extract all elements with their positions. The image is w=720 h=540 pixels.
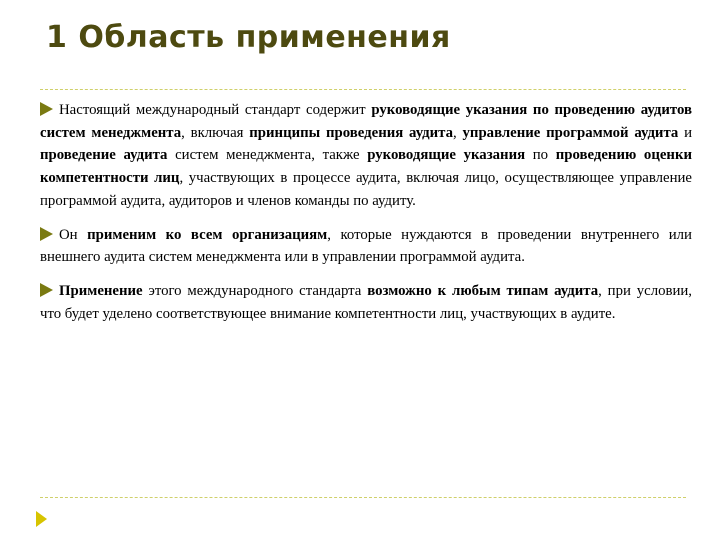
bold-text-segment: управление программой аудита — [462, 124, 679, 141]
bullet-paragraph — [40, 280, 692, 325]
slide-content — [40, 99, 692, 336]
bold-text-segment: Применение — [59, 282, 143, 299]
text-segment: Он — [59, 226, 88, 243]
bullet-arrow-icon — [40, 283, 53, 297]
text-segment: , при условии, что будет уделено соответствующее внимание компетентности лиц, участвующих в аудите. — [40, 282, 692, 322]
paragraph-text — [40, 283, 692, 322]
text-segment: , участвующих в процессе аудита, включая лицо, осуществляющее управление программой аудита, аудиторов и членов команды по аудиту. — [40, 170, 692, 209]
bold-text-segment: возможно к любым типам аудита — [367, 282, 599, 299]
corner-arrow-icon — [36, 511, 47, 527]
bold-text-segment: принципы проведения аудита — [249, 124, 454, 141]
bold-text-segment: руководящие указания — [367, 147, 526, 164]
paragraph-text — [40, 227, 692, 266]
top-divider — [40, 89, 686, 90]
text-segment: систем менеджмента, также — [167, 147, 368, 164]
paragraph-text — [40, 102, 692, 209]
bullet-arrow-icon — [40, 102, 53, 116]
bullet-paragraph — [40, 99, 692, 213]
bold-text-segment: руководящие указания по проведению аудитов систем менеджмента — [40, 102, 692, 141]
text-segment: и — [678, 124, 693, 141]
bottom-divider — [40, 497, 686, 498]
bold-text-segment: проведение аудита — [40, 147, 168, 164]
text-segment: , — [453, 124, 463, 141]
text-segment: , включая — [181, 124, 250, 141]
bullet-paragraph — [40, 224, 692, 269]
slide-title: 1 Область применения — [46, 20, 451, 55]
text-segment: Настоящий международный стандарт содержит — [59, 102, 372, 118]
text-segment: по — [525, 147, 556, 164]
text-segment: этого международного стандарта — [142, 282, 368, 299]
bullet-arrow-icon — [40, 227, 53, 241]
bold-text-segment: проведению оценки компетентности лиц — [40, 147, 692, 187]
text-segment: , которые нуждаются в проведении внутреннего или внешнего аудита систем менеджмента или в управлении программой аудита. — [40, 226, 692, 266]
bold-text-segment: применим ко всем организациям — [87, 226, 328, 243]
